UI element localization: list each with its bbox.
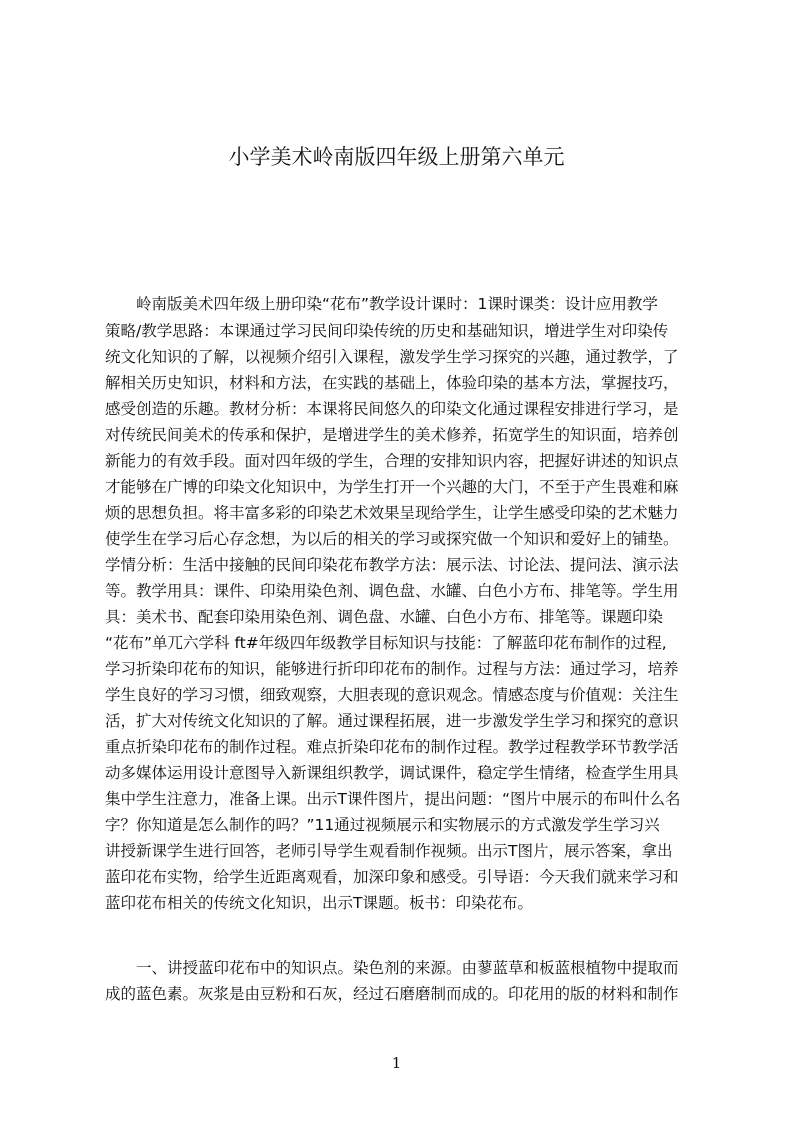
text-line: 策略/教学思路：本课通过学习民间印染传统的历史和基础知识，增进学生对印染传 [105,322,669,340]
text-line: 成的蓝色素。灰浆是由豆粉和石灰，经过石磨磨制而成的。印花用的版的材料和制作 [105,985,679,1003]
text-line: 感受创造的乐趣。教材分析：本课将民间悠久的印染文化通过课程安排进行学习，是 [105,400,679,418]
text-line: 对传统民间美术的传承和保护，是增进学生的美术修养，拓宽学生的知识面，培养创 [105,426,679,444]
text-line: 解相关历史知识，材料和方法，在实践的基础上，体验印染的基本方法，掌握技巧， [105,374,679,392]
page-number: 1 [391,1054,402,1072]
text-line: 蓝印花布相关的传统文化知识，出示T课题。板书：印染花布。 [105,894,533,912]
text-line: 动多媒体运用设计意图导入新课组织教学，调试课件，稳定学生情绪，检查学生用具 [105,764,679,782]
text-line: 学习折染印花布的知识，能够进行折印印花布的制作。过程与方法：通过学习，培养 [105,660,679,678]
text-line: 学生良好的学习习惯，细致观察，大胆表现的意识观念。情感态度与价值观：关注生 [105,686,679,704]
text-line: 蓝印花布实物，给学生近距离观看，加深印象和感受。引导语：今天我们就来学习和 [105,868,679,886]
text-line: 一、讲授蓝印花布中的知识点。染色剂的来源。由蓼蓝草和板蓝根植物中提取而 [105,959,679,977]
text-line: 使学生在学习后心存念想，为以后的相关的学习或探究做一个知识和爱好上的铺垫。 [105,530,679,548]
text-line: 字？你知道是怎么制作的吗？”11通过视频展示和实物展示的方式激发学生学习兴 [105,816,660,834]
text-line: 重点折染印花布的制作过程。难点折染印花布的制作过程。教学过程教学环节教学活 [105,738,679,756]
text-line: 讲授新课学生进行回答，老师引导学生观看制作视频。出示T图片，展示答案，拿出 [105,842,673,860]
text-line: 岭南版美术四年级上册印染“花布”教学设计课时：1课时课类：设计应用教学 [105,295,658,313]
text-line: 集中学生注意力，准备上课。出示T课件图片，提出问题：“图片中展示的布叫什么名 [105,790,681,808]
text-line: 烦的思想负担。将丰富多彩的印染艺术效果呈现给学生，让学生感受印染的艺术魅力 [105,504,679,522]
text-line: 具：美术书、配套印染用染色剂、调色盘、水罐、白色小方布、排笔等。课题印染 [105,608,664,626]
text-line: 等。教学用具：课件、印染用染色剂、调色盘、水罐、白色小方布、排笔等。学生用 [105,582,679,600]
text-line: 学情分析：生活中接触的民间印染花布教学方法：展示法、讨论法、提问法、演示法 [105,556,679,574]
text-line: 才能够在广博的印染文化知识中，为学生打开一个兴趣的大门，不至于产生畏难和麻 [105,478,679,496]
document-title: 小学美术岭南版四年级上册第六单元 [228,145,565,169]
text-line: 活，扩大对传统文化知识的了解。通过课程拓展，进一步激发学生学习和探究的意识 [105,712,679,730]
text-line: 新能力的有效手段。面对四年级的学生，合理的安排知识内容，把握好讲述的知识点 [105,452,679,470]
text-line: 统文化知识的了解，以视频介绍引入课程，激发学生学习探究的兴趣，通过教学，了 [105,348,679,366]
text-line: “花布”单兀六学科 ft#年级四年级教学目标知识与技能：了解蓝印花布制作的过程, [105,634,667,652]
